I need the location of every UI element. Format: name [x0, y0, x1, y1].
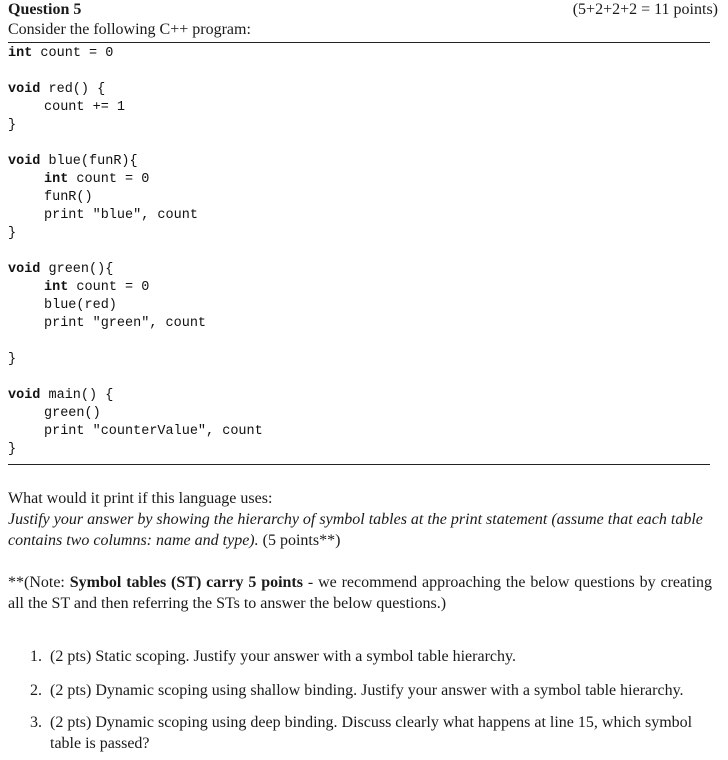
item-number: 3. — [30, 714, 42, 731]
item-text: (2 pts) Dynamic scoping using shallow binding. Justify your answer with a symbol table hierarchy. — [50, 682, 684, 699]
code-line — [44, 190, 93, 205]
code-text: count = 0 — [68, 280, 150, 295]
note-paragraph — [8, 572, 712, 614]
code-text: count = 0 — [68, 172, 150, 187]
code-text: red() { — [40, 82, 106, 97]
code-text: green(){ — [40, 262, 114, 277]
question-points: (5+2+2+2 = 11 points) — [572, 1, 718, 18]
code-text: } — [8, 442, 17, 457]
code-line — [44, 424, 263, 439]
justify-points: (5 points**) — [258, 532, 341, 549]
question-text: What would it print if this language uses: — [8, 490, 273, 507]
code-bottom-rule — [8, 464, 710, 465]
code-text: } — [8, 226, 17, 241]
code-line — [44, 406, 101, 421]
code-text: funR() — [44, 190, 93, 205]
item-text: (2 pts) Dynamic scoping using deep binding. Discuss clearly what happens at line 15, which symbol table is passed? — [50, 714, 693, 752]
code-text: blue(red) — [44, 298, 117, 313]
code-line — [8, 154, 138, 169]
code-line — [44, 298, 117, 313]
note-suffix: - we recommend approaching the below questions by creating all the ST and then referring the STs to answer the below questions.) — [8, 574, 713, 612]
code-text: blue(funR){ — [40, 154, 138, 169]
code-text: print "green", count — [44, 316, 207, 331]
code-line — [44, 100, 125, 115]
code-text: } — [8, 118, 17, 133]
justify-instruction — [8, 509, 712, 551]
code-top-rule — [8, 42, 710, 43]
code-text: count += 1 — [44, 100, 126, 115]
code-keyword: void — [8, 154, 41, 169]
code-text: print "counterValue", count — [44, 424, 263, 439]
code-line — [44, 316, 206, 331]
code-text: green() — [44, 406, 101, 421]
code-text: print "blue", count — [44, 208, 198, 223]
code-line — [8, 82, 105, 97]
code-keyword: int — [8, 46, 33, 61]
item-text: (2 pts) Static scoping. Justify your answer with a symbol table hierarchy. — [50, 648, 516, 665]
justify-italic-text: Justify your answer by showing the hierarchy of symbol tables at the print statement (assume that each table contains two columns: name and type). — [8, 511, 703, 549]
code-line — [44, 172, 149, 187]
code-line — [8, 226, 16, 241]
code-keyword: int — [44, 280, 69, 295]
code-line — [8, 118, 16, 133]
code-line — [8, 388, 113, 403]
code-line — [8, 262, 113, 277]
intro-text: Consider the following C++ program: — [8, 21, 251, 38]
code-line — [44, 280, 149, 295]
note-bold: Symbol tables (ST) carry 5 points — [69, 574, 303, 591]
note-prefix: **(Note: — [8, 574, 70, 591]
code-line — [8, 352, 16, 367]
code-text: count = 0 — [32, 46, 114, 61]
item-number: 1. — [30, 648, 42, 665]
code-line — [8, 442, 16, 457]
code-line — [8, 46, 113, 61]
item-number: 2. — [30, 682, 42, 699]
code-keyword: int — [44, 172, 69, 187]
code-text: main() { — [40, 388, 114, 403]
code-keyword: void — [8, 82, 41, 97]
code-text: } — [8, 352, 17, 367]
code-keyword: void — [8, 262, 41, 277]
question-title: Question 5 — [8, 1, 82, 18]
code-line — [44, 208, 198, 223]
question-header — [8, 0, 718, 20]
code-keyword: void — [8, 388, 41, 403]
